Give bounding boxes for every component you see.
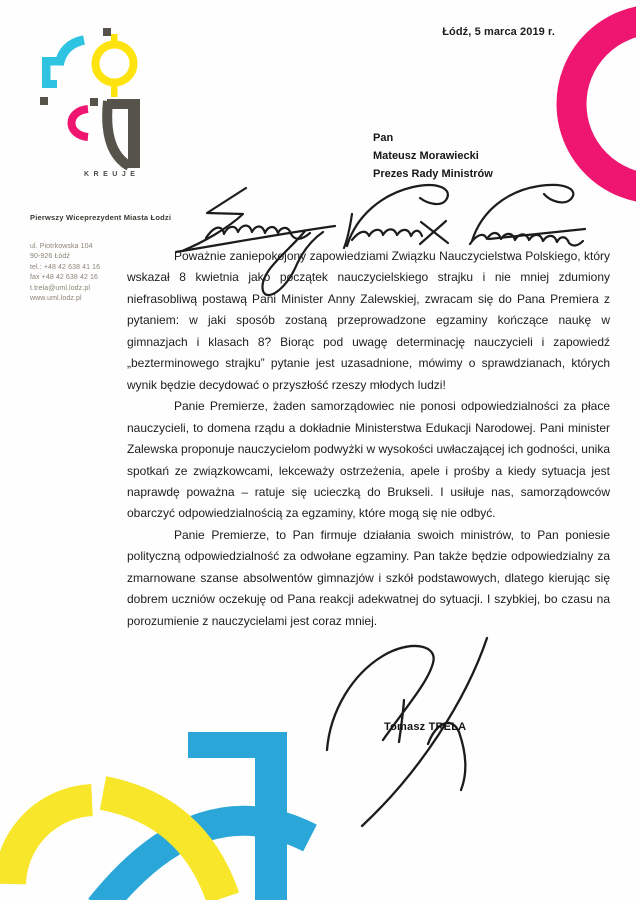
logo-letter-D: [72, 109, 89, 137]
signature-name: Tomasz TRELA: [384, 721, 467, 733]
paragraph-2: Panie Premierze, żaden samorządowiec nie ponosi odpowiedzialności za płace nauczycieli, to domena rządu a dokładnie Ministerstwa Edukacji Narodowej. Pani minister Zalewska proponuje nauczycielom podwyżki w wysokości uwłaczającej ich godności, unika spotkań ze związkowcami, lekceważy ostrzeżenia, apele i prośby a kiedy sytuacja jest naprawdę poważna – ratuje się ucieczką do Brukseli. I usiłuje nas, samorządowców obarczyć odpowiedzialnością za egzaminy, które mogą się nie odbyć.: [127, 399, 610, 521]
address-email: t.trela@uml.lodz.pl: [30, 284, 90, 292]
recipient-title: Prezes Rady Ministrów: [373, 168, 493, 180]
logo-letter-L: [59, 40, 84, 65]
address-fax: fax +48 42 638 42 16: [30, 274, 98, 282]
magenta-ring: [572, 20, 636, 189]
lodz-city-logo-icon: [30, 25, 142, 175]
recipient-block: [373, 129, 493, 183]
kreuje-label: KREUJE: [84, 171, 140, 178]
logo-letter-O: [96, 45, 134, 83]
handwritten-signature: [315, 628, 510, 843]
date-line: Łódź, 5 marca 2019 r.: [442, 26, 555, 38]
address-phone: tel.: +48 42 638 41 16: [30, 263, 101, 271]
letter-body: [127, 246, 610, 632]
address-city: 90-926 Łódź: [30, 253, 71, 261]
address-street: ul. Piotrkowska 104: [30, 243, 93, 250]
blue-bar-vertical: [255, 732, 287, 900]
recipient-name: Mateusz Morawiecki: [373, 150, 479, 162]
bottom-logo-decoration-icon: [0, 725, 320, 900]
sender-title: Pierwszy Wiceprezydent Miasta Łodzi: [30, 213, 172, 222]
paragraph-3: Panie Premierze, to Pan firmuje działania swoich ministrów, to Pan poniesie polityczną odpowiedzialność za odwołane egzaminy. Pan także będzie odpowiedzialny za zmarnowane szanse absolwentów gimnazjów i szkół podstawowych, dlatego kierując się dobrem uczniów oczekuję od Pana reakcji adekwatnej do sytuacji. I szybkiej, bo czasu na porozumienie z nauczycielami jest coraz mniej.: [127, 527, 610, 628]
address-website: www.uml.lodz.pl: [30, 295, 82, 303]
paragraph-1: Poważnie zaniepokojony zapowiedziami Związku Nauczycielstwa Polskiego, który wskazał 8 kwietnia jako początek nauczycielskiego strajku i nie mniej zdumiony niefrasobliwą postawą Pani Minister Anny Zalewskiej, zwracam się do Pana Premiera z pytaniem: w jaki sposób zostaną przeprowadzone egzaminy kończące naukę w gimnazjach i klasach 8? Biorąc pod uwagę determinację nauczycieli i zapowiedź „bezterminowego strajku” pytanie jest uzasadnione, mówimy o sprawdzianach, których wynik będzie decydować o przyszłość rzeszy młodych ludzi!: [127, 249, 610, 392]
sender-address-block: [30, 242, 100, 304]
yellow-arch: [10, 800, 92, 884]
logo-letter-Z: [107, 101, 129, 166]
recipient-salutation: Pan: [373, 132, 394, 144]
